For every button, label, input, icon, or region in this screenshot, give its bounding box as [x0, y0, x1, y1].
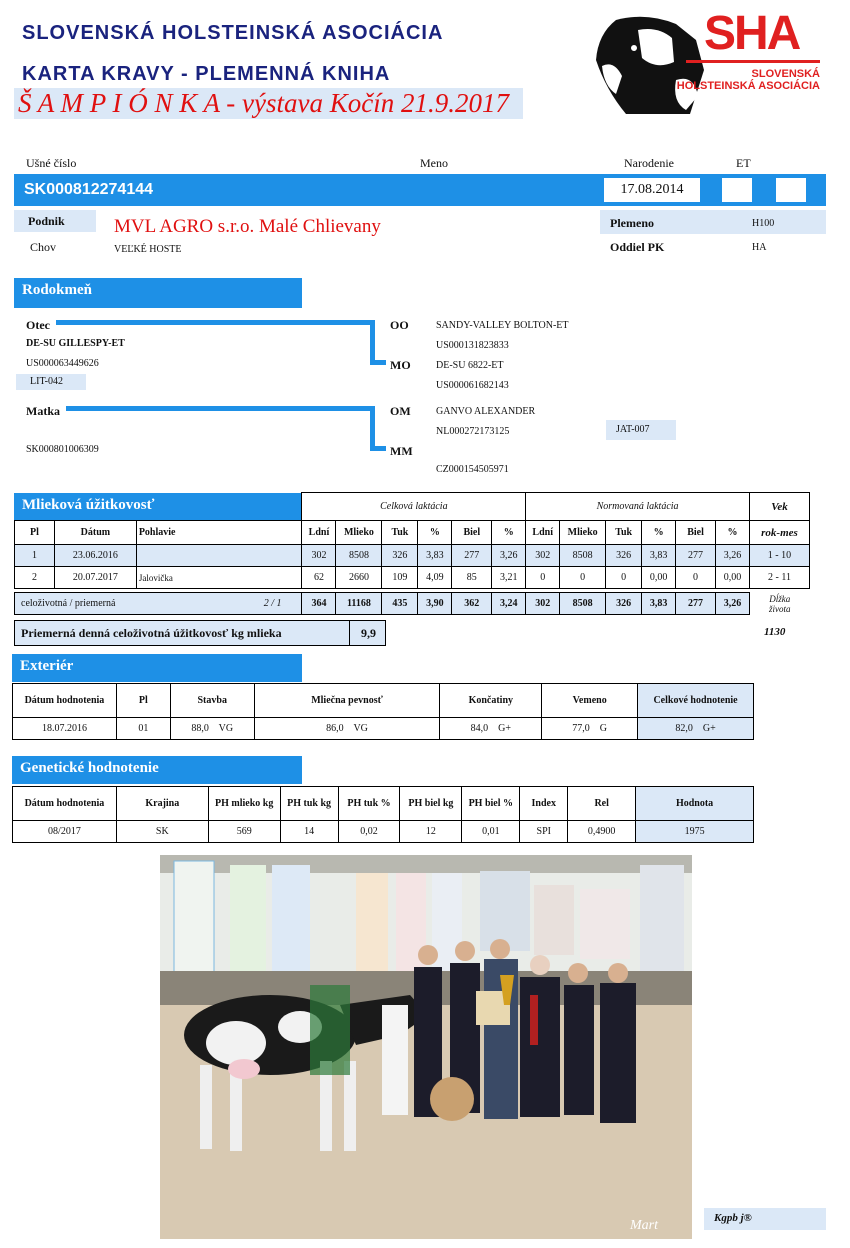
association-title: SLOVENSKÁ HOLSTEINSKÁ ASOCIÁCIA: [22, 22, 444, 44]
ear-number: SK000812274144: [24, 181, 154, 198]
cow-head-icon: [586, 10, 716, 118]
normovana-header: Normovaná laktácia: [526, 493, 750, 521]
id-bar: [14, 174, 826, 206]
gen-col-ph-tuk: PH tuk kg: [280, 787, 338, 821]
col-mlieko-n: Mlieko: [560, 521, 606, 545]
milk-table: [14, 492, 810, 615]
table-row: 2 20.07.2017 Jalovička 62 2660 109 4,09 85 3,21 0 0 0 0,00 0 0,00 2 - 11: [15, 567, 810, 589]
ear-label: Ušné číslo: [26, 156, 77, 170]
et-box: [722, 178, 752, 202]
gen-col-index: Index: [520, 787, 568, 821]
gen-col-ph-biel-pct: PH biel %: [462, 787, 520, 821]
matka-label: Matka: [26, 404, 60, 418]
col-tuk-n: Tuk: [606, 521, 642, 545]
logo-line1: SLOVENSKÁ: [751, 68, 820, 80]
table-row: 08/2017 SK 569 14 0,02 12 0,01 SPI 0,4900 1975: [13, 821, 754, 843]
genetic-table: [12, 786, 754, 843]
mm-label: MM: [390, 444, 413, 458]
mo-name: DE-SU 6822-ET: [436, 360, 504, 371]
ext-col-vemeno: Vemeno: [542, 684, 638, 718]
award-photo: [160, 855, 692, 1239]
genetic-title: Genetické hodnotenie: [12, 756, 302, 784]
col-ldni-n: Ldní: [526, 521, 560, 545]
table-row: 1 23.06.2016 302 8508 326 3,83 277 3,26 302 8508 326 3,83 277 3,26 1 - 10: [15, 545, 810, 567]
logo-abbr: SHA: [704, 7, 800, 60]
col-datum: Dátum: [54, 521, 136, 545]
om-code: JAT-007: [606, 420, 676, 440]
avg-label: Priemerná denná celoživotná úžitkovosť kg mlieka: [21, 626, 282, 640]
gen-col-hodnota: Hodnota: [636, 787, 754, 821]
om-id: NL000272173125: [436, 426, 510, 437]
col-biel-pct-n: %: [716, 521, 750, 545]
ext-col-mliecna: Mliečna pevnosť: [254, 684, 440, 718]
celkova-header: Celková laktácia: [302, 493, 526, 521]
oddiel-label: Oddiel PK: [610, 240, 665, 254]
col-biel-n: Biel: [676, 521, 716, 545]
logo-line2: HOLSTEINSKÁ ASOCIÁCIA: [676, 80, 820, 92]
podnik-value: MVL AGRO s.r.o. Malé Chlievany: [114, 216, 381, 237]
ext-col-celkove: Celkové hodnotenie: [638, 684, 754, 718]
col-tuk-pct-n: %: [642, 521, 676, 545]
champion-title: Š A M P I Ó N K A - výstava Kočín 21.9.2017: [14, 88, 523, 119]
gen-col-krajina: Krajina: [116, 787, 208, 821]
ext-col-datum: Dátum hodnotenia: [13, 684, 117, 718]
exterier-table: [12, 683, 754, 740]
oo-id: US000131823833: [436, 340, 509, 351]
podnik-label: Podnik: [28, 214, 65, 228]
mm-id: CZ000154505971: [436, 464, 509, 475]
pedigree-title: Rodokmeň: [14, 278, 302, 308]
total-count: 2 / 1: [263, 598, 282, 609]
col-ldni: Ldní: [302, 521, 336, 545]
ext-col-koncatiny: Končatiny: [440, 684, 542, 718]
card-title: KARTA KRAVY - PLEMENNÁ KNIHA: [22, 63, 391, 85]
gen-col-ph-biel: PH biel kg: [400, 787, 462, 821]
oo-label: OO: [390, 318, 409, 332]
milk-title: Mlieková úžitkovosť: [14, 493, 302, 521]
om-name: GANVO ALEXANDER: [436, 406, 536, 417]
sha-logo: [586, 7, 826, 118]
gen-col-ph-mlieko: PH mlieko kg: [208, 787, 280, 821]
col-tuk-pct: %: [418, 521, 452, 545]
avg-value: 9,9: [361, 626, 376, 640]
mo-id: US000061682143: [436, 380, 509, 391]
col-rokmes: rok-mes: [749, 521, 809, 545]
oddiel-value: HA: [752, 242, 767, 253]
footer-code: Kgpb j®: [714, 1212, 752, 1224]
table-row: 18.07.2016 01 88,0 VG 86,0 VG 84,0 G+ 77,0 G 82,0 G+: [13, 718, 754, 740]
photo-watermark: Mart: [630, 1218, 658, 1233]
name-label: Meno: [420, 156, 448, 170]
col-pohlavie: Pohlavie: [136, 521, 302, 545]
birth-date: 17.08.2014: [604, 178, 700, 202]
otec-id: US000063449626: [26, 358, 99, 369]
ext-col-stavba: Stavba: [170, 684, 254, 718]
col-biel-pct: %: [492, 521, 526, 545]
life-days-value: 1130: [764, 626, 786, 638]
otec-name: DE-SU GILLESPY-ET: [26, 338, 125, 349]
matka-id: SK000801006309: [26, 444, 99, 455]
plemeno-value: H100: [752, 218, 775, 229]
plemeno-label: Plemeno: [610, 216, 654, 230]
col-biel: Biel: [452, 521, 492, 545]
mo-label: MO: [390, 358, 411, 372]
gen-col-ph-tuk-pct: PH tuk %: [338, 787, 400, 821]
total-label: celoživotná / priemerná: [21, 598, 116, 609]
otec-label: Otec: [26, 318, 50, 332]
ext-col-pl: Pl: [116, 684, 170, 718]
otec-code: LIT-042: [16, 374, 86, 390]
col-tuk: Tuk: [382, 521, 418, 545]
col-pl: Pl: [15, 521, 55, 545]
vek-header: Vek: [749, 493, 809, 521]
chov-label: Chov: [30, 240, 57, 254]
show-scene-image: [160, 855, 692, 1239]
et-box-2: [776, 178, 806, 202]
exterier-title: Exteriér: [12, 654, 302, 682]
et-label: ET: [736, 156, 751, 170]
total-row: celoživotná / priemerná 2 / 1 364 11168 435 3,90 362 3,24 302 8508 326 3,83 277 3,26 Dĺžka života: [15, 593, 810, 615]
gen-col-rel: Rel: [568, 787, 636, 821]
om-label: OM: [390, 404, 411, 418]
dlzka-label: Dĺžka: [769, 593, 791, 604]
zivota-label: života: [768, 603, 791, 614]
oo-name: SANDY-VALLEY BOLTON-ET: [436, 320, 569, 331]
birth-label: Narodenie: [624, 156, 674, 170]
gen-col-datum: Dátum hodnotenia: [13, 787, 117, 821]
col-mlieko: Mlieko: [336, 521, 382, 545]
chov-value: VEĽKÉ HOSTE: [114, 244, 182, 255]
